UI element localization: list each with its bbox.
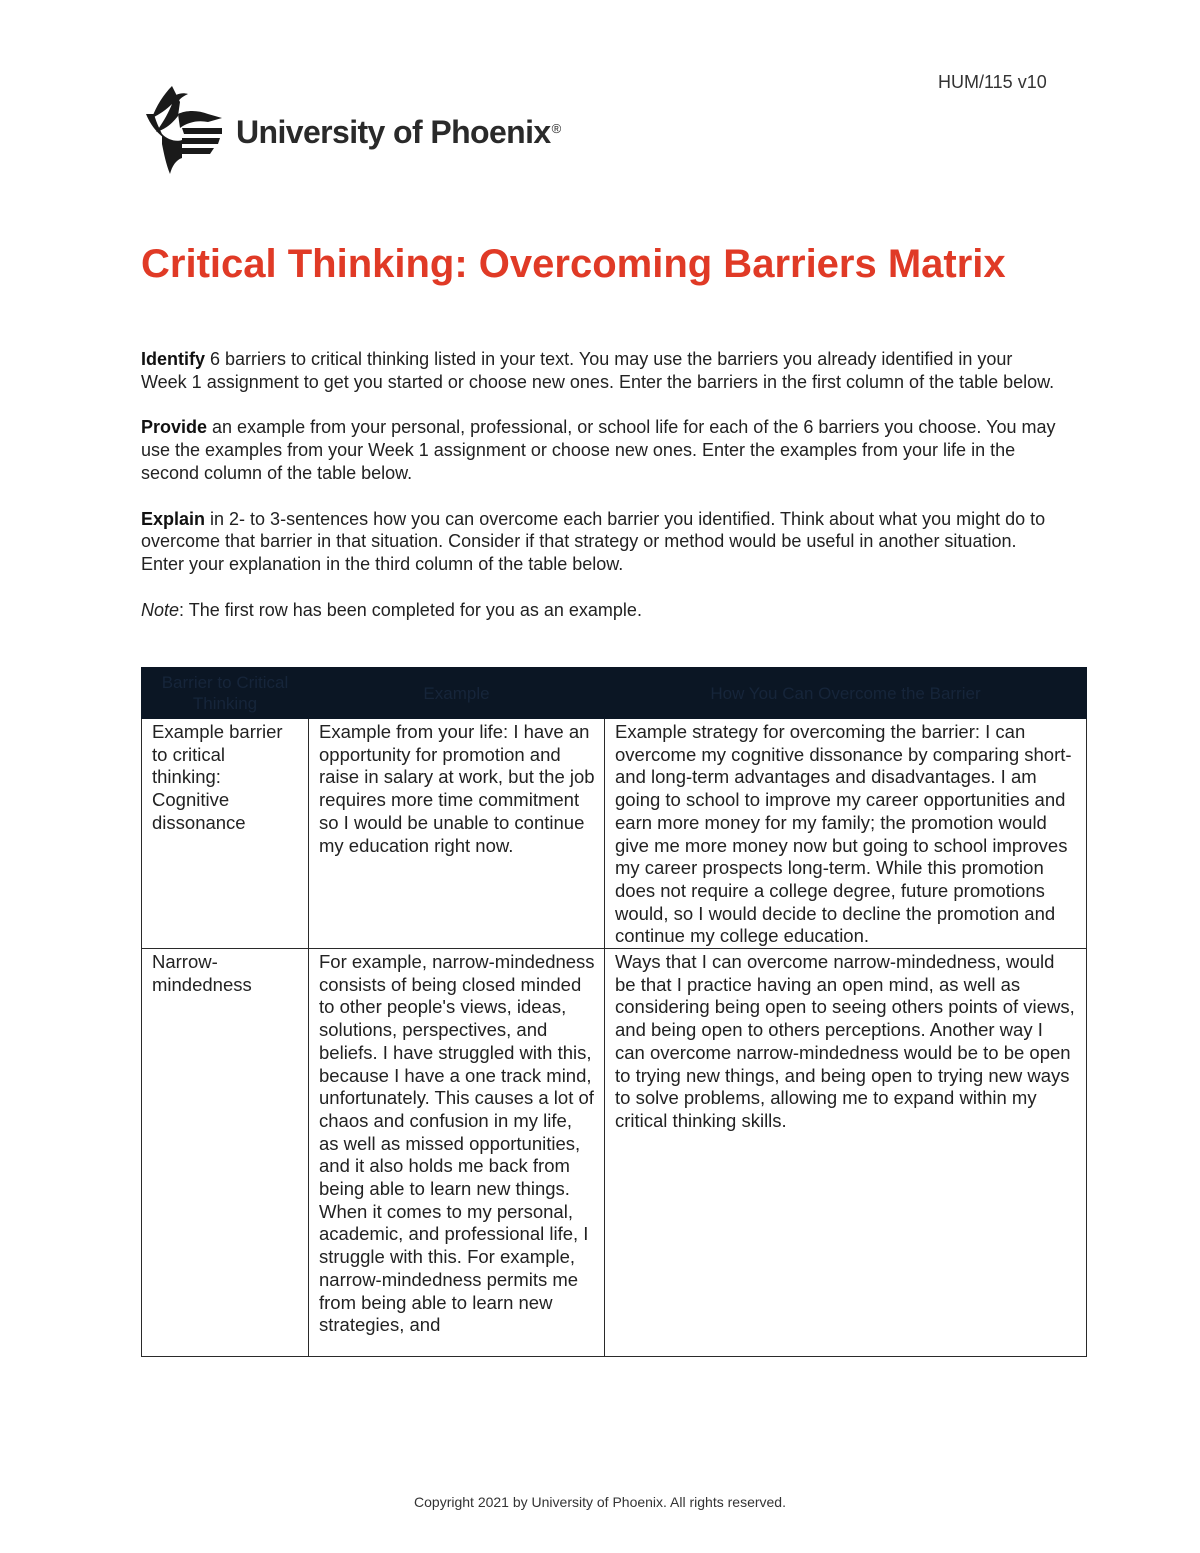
instruction-lead: Explain xyxy=(141,508,206,529)
header-example: Example xyxy=(309,668,605,719)
cell-barrier[interactable]: Narrow-mindedness xyxy=(142,949,309,1357)
instruction-text: in 2- to 3-sentences how you can overcome each barrier you identified. Think about what you might do to overcome that barrier in that situation. Consider if that strategy or method would be useful in another situation. Enter your explanation in the third column of the table below. xyxy=(141,508,1046,575)
instruction-text: an example from your personal, professional, or school life for each of the 6 barriers you choose. You may use the examples from your Week 1 assignment or choose new ones. Enter the examples from your life in the second column of the table below. xyxy=(141,417,1056,483)
header-barrier: Barrier to Critical Thinking xyxy=(142,668,309,719)
instruction-explain xyxy=(141,508,1061,576)
instruction-lead: Identify xyxy=(141,349,206,369)
note-lead: Note xyxy=(141,599,180,620)
university-logo xyxy=(142,84,561,176)
cell-example[interactable]: Example from your life: I have an opportunity for promotion and raise in salary at work, but the job requires more time commitment so I would be unable to continue my education right now. xyxy=(309,719,605,949)
table-row xyxy=(142,719,1087,949)
instruction-text: 6 barriers to critical thinking listed in your text. You may use the barriers you already identified in your Week 1 assignment to get you started or choose new ones. Enter the barriers in the first column of the table below. xyxy=(141,349,1055,392)
table-row xyxy=(142,949,1087,1357)
page-title: Critical Thinking: Overcoming Barriers Matrix xyxy=(141,242,1006,286)
logo-wordmark: University of Phoenix® xyxy=(236,113,561,150)
cell-overcome[interactable]: Example strategy for overcoming the barrier: I can overcome my cognitive dissonance by comparing short- and long-term advantages and disadvantages. I am going to school to improve my career opportunities and earn more money for my family; the promotion would give me more money now but going to school improves my career prospects long-term. While this promotion does not require a college degree, future promotions would, so I would decide to decline the promotion and continue my college education. xyxy=(605,719,1087,949)
table-header-row xyxy=(142,668,1087,719)
cell-barrier[interactable]: Example barrier to critical thinking: Cognitive dissonance xyxy=(142,719,309,949)
instruction-provide xyxy=(141,416,1061,484)
instruction-note xyxy=(141,599,1061,622)
barriers-matrix-table xyxy=(141,667,1087,1357)
cell-overcome[interactable]: Ways that I can overcome narrow-mindedness, would be that I practice having an open mind, as well as considering being open to seeing others points of views, and being open to others perceptions. Another way I can overcome narrow-mindedness would be to be open to trying new things, and being open to trying new ways to solve problems, allowing me to expand within my critical thinking skills. xyxy=(605,949,1087,1357)
instruction-identify xyxy=(141,348,1061,394)
instructions xyxy=(141,348,1061,644)
cell-example[interactable]: For example, narrow-mindedness consists of being closed minded to other people's views, ideas, solutions, perspectives, and beliefs. I have struggled with this, because I have a one track mind, unfortunately. This causes a lot of chaos and confusion in my life, as well as missed opportunities, and it also holds me back from being able to learn new things. When it comes to my personal, academic, and professional life, I struggle with this. For example, narrow-mindedness permits me from being able to learn new strategies, and xyxy=(309,949,605,1357)
course-code: HUM/115 v10 xyxy=(938,72,1047,92)
copyright-footer: Copyright 2021 by University of Phoenix. All rights reserved. xyxy=(414,1494,786,1510)
instruction-lead: Provide xyxy=(141,417,208,438)
note-text: : The first row has been completed for you as an example. xyxy=(179,599,642,620)
phoenix-bird-icon xyxy=(142,84,224,176)
registered-mark: ® xyxy=(551,120,561,136)
header-overcome: How You Can Overcome the Barrier xyxy=(605,668,1087,719)
